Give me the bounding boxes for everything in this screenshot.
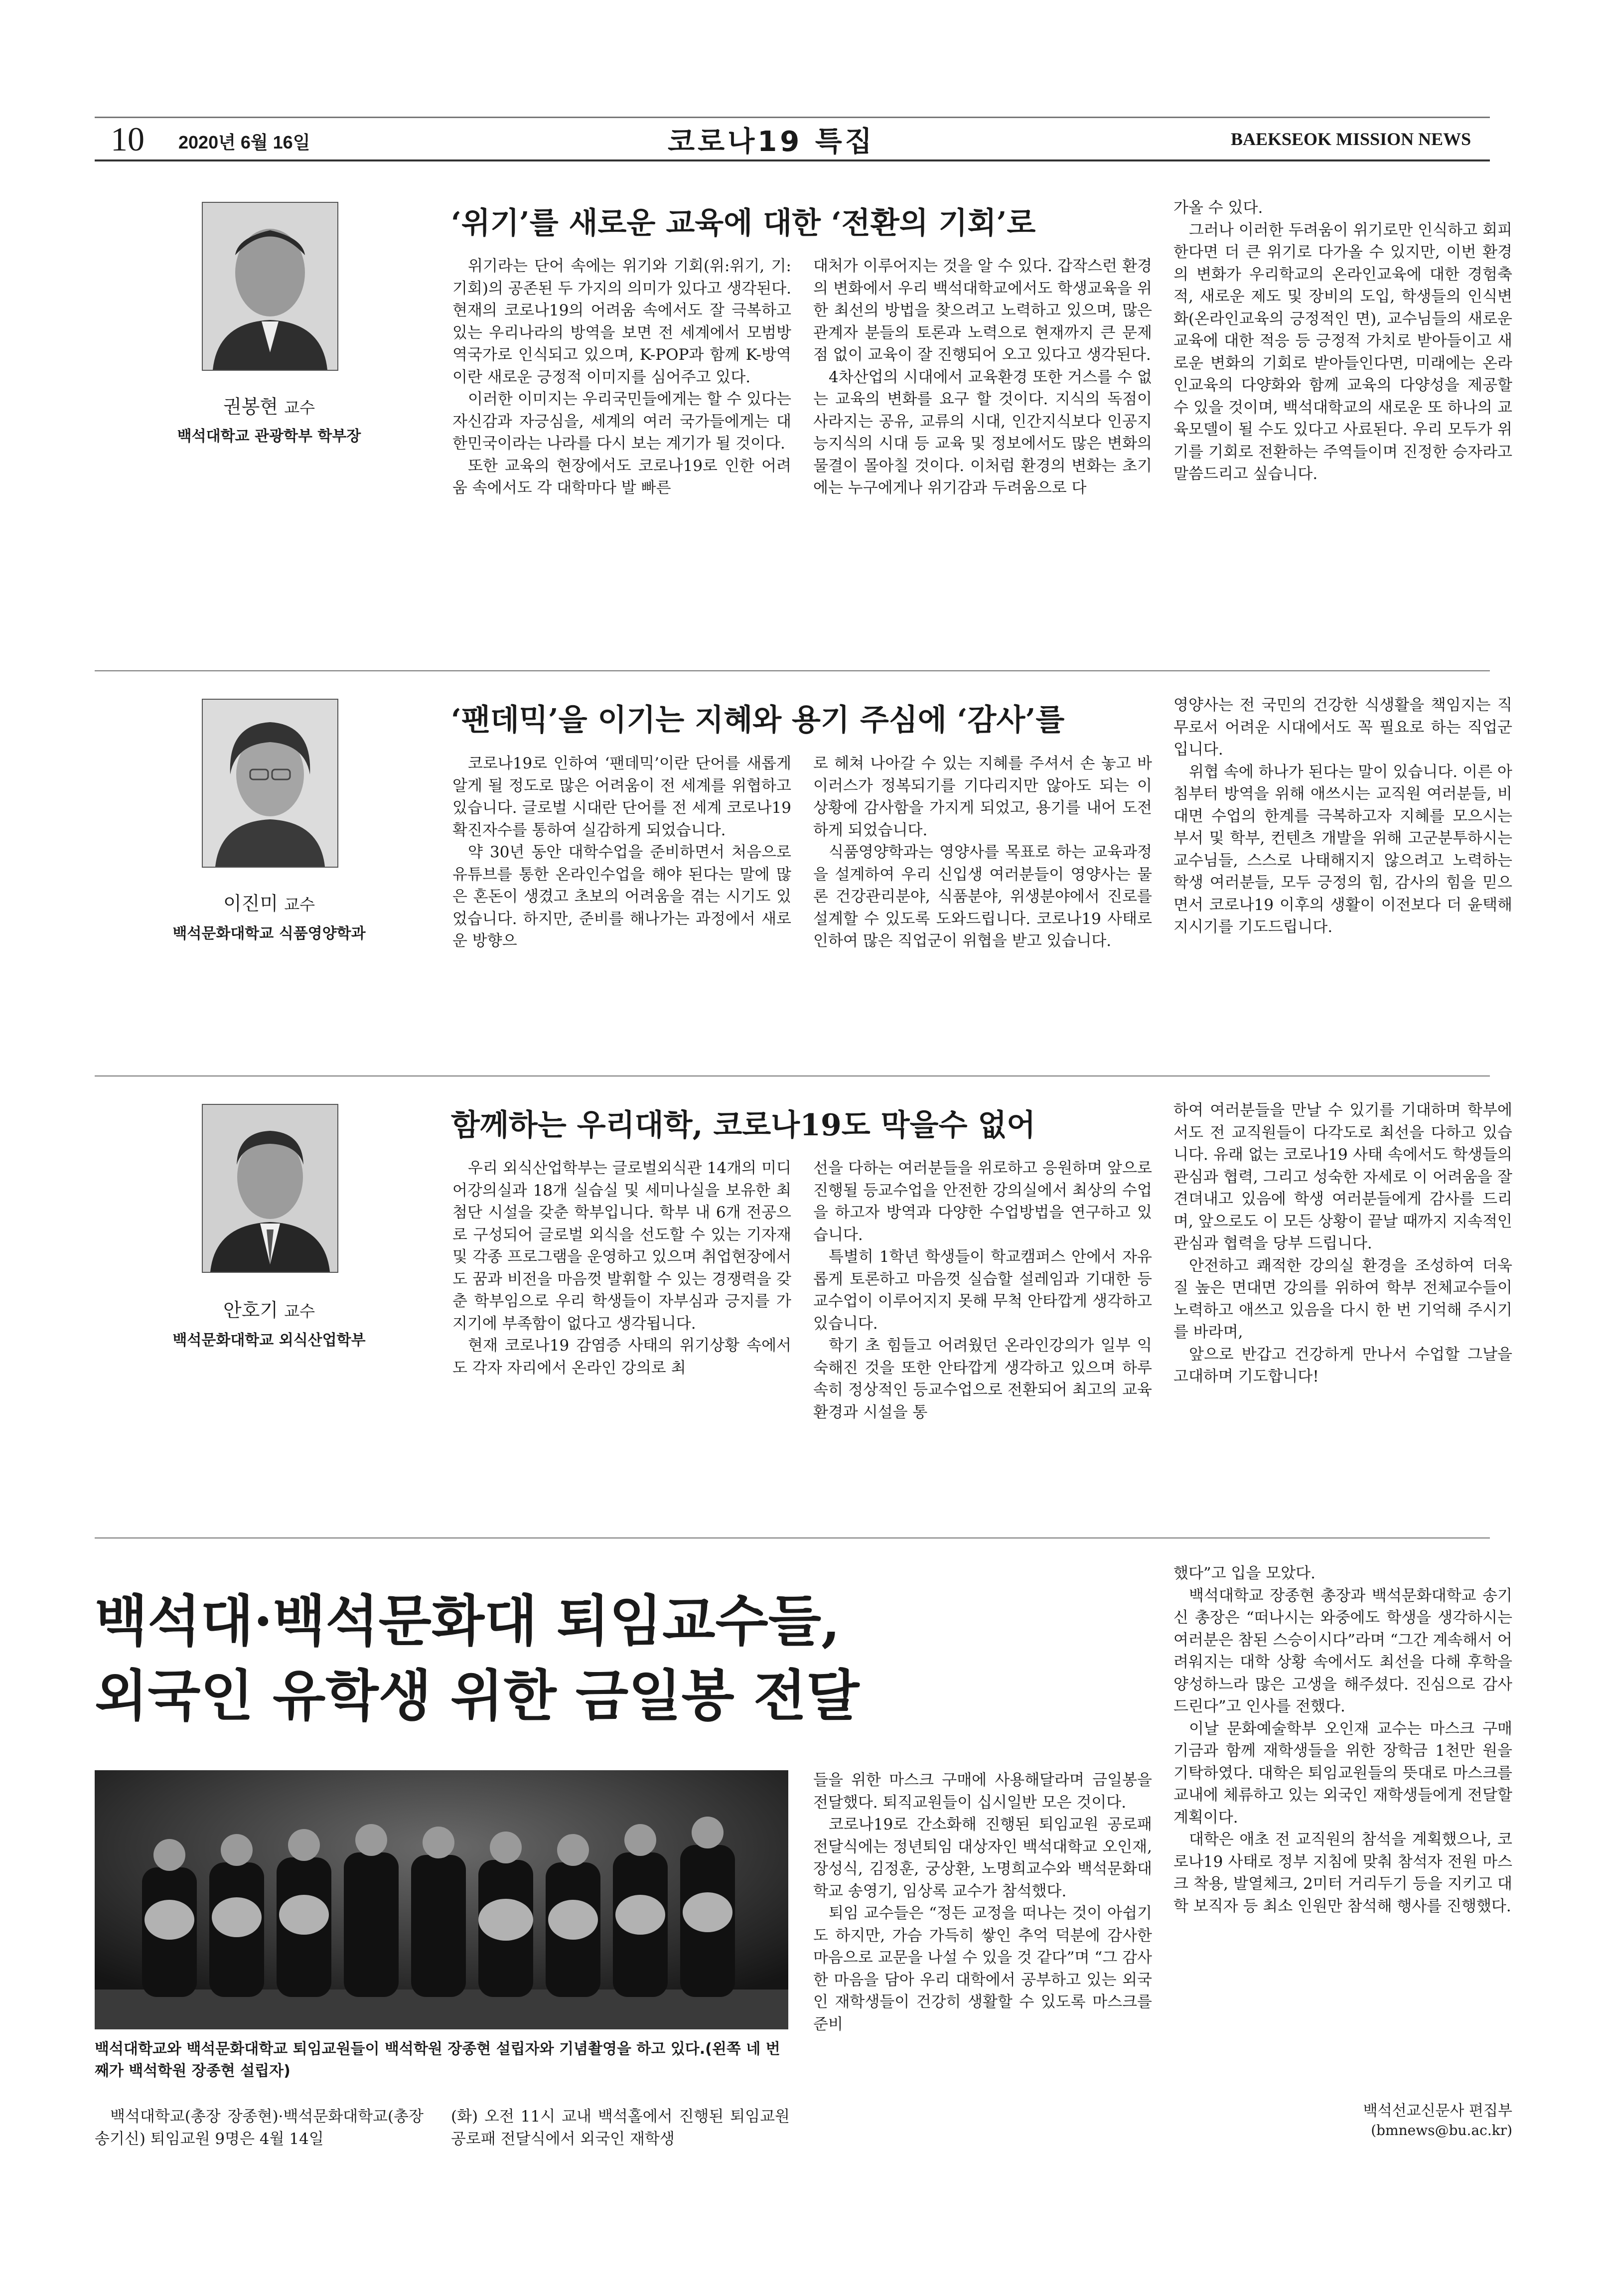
- author-affiliation: 백석대학교 관광학부 학부장: [177, 428, 361, 445]
- author-photo: [202, 1104, 338, 1273]
- paragraph: 특별히 1학년 학생들이 학교캠퍼스 안에서 자유롭게 토론하고 마음껏 실습할 설레임과 기대한 등교수업이 이루어지지 못해 무척 안타깝게 생각하고 있습니다.: [813, 1248, 1152, 1333]
- article-headline: 함께하는 우리대학, 코로나19도 막을수 없어: [451, 1108, 1036, 1143]
- paragraph: 4차산업의 시대에서 교육환경 또한 거스를 수 없는 교육의 변화를 요구 할 것이다. 지식의 독점이 사라지는 공유, 교류의 시대, 인간지식보다 인공지능지식의 시대 등 교육 및 정보에서도 많은 변화의 물결이 몰아칠 것이다. 이처럼 환경의 변화는 초기에는 누구에게나 위기감과 두려움으로 다: [813, 368, 1152, 497]
- paragraph: 백석대학교(총장 장종현)·백석문화대학교(총장 송기신) 퇴임교원 9명은 4월 14일: [95, 2108, 424, 2148]
- paragraph: 선을 다하는 여러분들을 위로하고 응원하며 앞으로 진행될 등교수업을 안전한 강의실에서 최상의 수업을 하고자 방역과 다양한 수업방법을 연구하고 있습니다.: [813, 1159, 1152, 1244]
- paragraph: 이러한 이미지는 우리국민들에게는 할 수 있다는 자신감과 자긍심을, 세계의 여러 국가들에게는 대한민국이라는 나라를 다시 보는 계기가 될 것이다.: [452, 390, 791, 453]
- article-column: [452, 255, 791, 499]
- header-top-rule: [95, 117, 1490, 118]
- paragraph: 했다”고 입을 모았다.: [1173, 1564, 1315, 1582]
- article-column: [813, 255, 1152, 499]
- feature-headline-line1: 백석대·백석문화대 퇴임교수들,: [95, 1589, 841, 1653]
- paragraph: 이날 문화예술학부 오인재 교수는 마스크 구매 기금과 함께 재학생들을 위한 장학금 1천만 원을 기탁하였다. 대학은 퇴임교원들의 뜻대로 마스크를 교내에 체류하고 있는 외국인 재학생들에게 전달할 계획이다.: [1173, 1719, 1512, 1827]
- paragraph: 코로나19로 인하여 ‘팬데믹’이란 단어를 새롭게 알게 될 정도로 많은 어려움이 전 세계를 위협하고 있습니다. 글로벌 시대란 단어를 전 세계 코로나19 확진자수를 통하여 실감하게 되었습니다.: [452, 755, 791, 839]
- paragraph: 영양사는 전 국민의 건강한 식생활을 책임지는 직무로서 어려운 시대에서도 꼭 필요로 하는 직업군입니다.: [1173, 696, 1512, 759]
- author-photo: [202, 699, 338, 868]
- paragraph: 우리 외식산업학부는 글로벌외식관 14개의 미디어강의실과 18개 실습실 및 세미나실을 보유한 최첨단 시설을 갖춘 학부입니다. 학부 내 6개 전공으로 구성되어 글로벌 외식을 선도할 수 있는 기자재 및 각종 프로그램을 운영하고 있으며 취업현장에서도 꿈과 비전을 마음껏 발휘할 수 있는 경쟁력을 갖춘 학부임으로 우리 학생들이 자부심과 긍지를 가지기에 부족함이 없다고 생각됩니다.: [452, 1159, 791, 1333]
- article-column: [1173, 197, 1512, 485]
- paragraph: 약 30년 동안 대학수업을 준비하면서 처음으로 유튜브를 통한 온라인수업을 해야 된다는 말에 많은 혼돈이 생겼고 초보의 어려움을 겪는 시기도 있었습니다. 하지만, 준비를 해나가는 과정에서 새로운 방향으: [452, 843, 791, 950]
- article-column: [1173, 1099, 1512, 1388]
- paragraph: 로 헤쳐 나아갈 수 있는 지혜를 주셔서 손 놓고 바이러스가 정복되기를 기다리지만 않아도 되는 이 상황에 감사함을 가지게 되었고, 용기를 내어 도전하게 되었습니다.: [813, 755, 1152, 839]
- author-name: [120, 888, 419, 916]
- feature-column: [95, 2106, 424, 2150]
- author-name-text: 이진미: [223, 893, 279, 915]
- article-headline: ‘위기’를 새로운 교육에 대한 ‘전환의 기회’로: [451, 206, 1036, 241]
- paragraph: 대처가 이루어지는 것을 알 수 있다. 갑작스런 환경의 변화에서 우리 백석대학교에서도 학생교육을 위한 최선의 방법을 찾으려고 노력하고 있으며, 많은 관계자 분들의 토론과 노력으로 현재까지 큰 문제점 없이 교육이 잘 진행되어 오고 있다고 생각된다.: [813, 257, 1152, 364]
- paragraph: (화) 오전 11시 교내 백석홀에서 진행된 퇴임교원 공로패 전달식에서 외국인 재학생: [451, 2108, 790, 2148]
- header-bottom-rule: [95, 159, 1490, 161]
- author-rank: 교수: [284, 398, 315, 417]
- paragraph: 식품영양학과는 영양사를 목표로 하는 교육과정을 설계하여 우리 신입생 여러분들이 영양사는 물론 건강관리분야, 식품분야, 위생분야에서 진로를 설계할 수 있도록 도와드립니다. 코로나19 사태로 인하여 많은 직업군이 위협을 받고 있습니다.: [813, 843, 1152, 950]
- paragraph: 가올 수 있다.: [1173, 199, 1263, 217]
- feature-headline-line2: 외국인 유학생 위한 금일봉 전달: [95, 1664, 860, 1728]
- author-rank: 교수: [284, 1302, 315, 1321]
- paragraph: 안전하고 쾌적한 강의실 환경을 조성하여 더욱 질 높은 면대면 강의를 위하여 학부 전체교수들이 노력하고 애쓰고 있음을 다시 한 번 기억해 주시기를 바라며,: [1173, 1256, 1512, 1341]
- paragraph: 그러나 이러한 두려움이 위기로만 인식하고 회피 한다면 더 큰 위기로 다가올 수 있지만, 이번 환경의 변화가 우리학교의 온라인교육에 대한 경험축적, 새로운 제도 및 장비의 도입, 학생들의 인식변화(온라인교육의 긍정적인 면), 교수님들의 새로운 교육에 대한 적응 등 긍정적 가치로 받아들이고 새로운 변화의 기회로 받아들인다면, 미래에는 온라인교육의 다양화와 함께 교육의 다양성을 제공할 수 있을 것이며, 백석대학교의 새로운 또 하나의 교육모델이 될 수도 있다고 사료된다. 우리 모두가 위기를 기회로 전환하는 주역들이며 진정한 승자라고 말씀드리고 싶습니다.: [1173, 221, 1512, 483]
- paragraph: 현재 코로나19 감염증 사태의 위기상황 속에서도 각자 자리에서 온라인 강의로 최: [452, 1337, 791, 1377]
- author-rank: 교수: [284, 895, 315, 914]
- photo-caption: 백석대학교와 백석문화대학교 퇴임교원들이 백석학원 장종현 설립자와 기념촬영을 하고 있다.(왼쪽 네 번째가 백석학원 장종현 설립자): [95, 2040, 780, 2080]
- author-affiliation: 백석문화대학교 식품영양학과: [172, 925, 366, 942]
- divider: [95, 1075, 1490, 1076]
- newspaper-name: BAEKSEOK MISSION NEWS: [1231, 129, 1471, 149]
- page-number: 10: [111, 120, 145, 158]
- feature-column: [813, 1769, 1152, 2035]
- author-name-text: 권봉현: [223, 396, 279, 418]
- article-column: [813, 1157, 1152, 1423]
- paragraph: 대학은 애초 전 교직원의 참석을 계획했으나, 코로나19 사태로 정부 지침에 맞춰 참석자 전원 마스크 착용, 발열체크, 2미터 거리두기 등을 지키고 대학 보직자 등 최소 인원만 참석해 행사를 진행했다.: [1173, 1831, 1512, 1915]
- divider: [95, 670, 1490, 671]
- byline: 백석선교신문사 편집부: [1363, 2102, 1512, 2120]
- paragraph: 백석대학교 장종현 총장과 백석문화대학교 송기신 총장은 “떠나시는 와중에도 학생을 생각하시는 여러분은 참된 스승이시다”라며 “그간 계속해서 어려워지는 대학 상황 속에서도 최선을 다해 후학을 양성하느라 많은 고생을 해주셨다. 진심으로 감사드린다”고 인사를 전했다.: [1173, 1586, 1512, 1715]
- article-column: [452, 1157, 791, 1379]
- article-column: [452, 753, 791, 952]
- author-name: [120, 1295, 419, 1322]
- paragraph: 들을 위한 마스크 구매에 사용해달라며 금일봉을 전달했다. 퇴직교원들이 십시일반 모은 것이다.: [813, 1771, 1152, 1812]
- paragraph: 앞으로 반갑고 건강하게 만나서 수업할 그날을 고대하며 기도합니다!: [1173, 1345, 1512, 1385]
- paragraph: 하여 여러분들을 만날 수 있기를 기대하며 학부에서도 전 교직원들이 다각도로 최선을 다하고 있습니다. 유래 없는 코로나19 사태 속에서도 학생들의 관심과 협력, 그리고 성숙한 자세로 이 어려움을 잘 견뎌내고 있음에 학생 여러분들에게 감사를 드리며, 앞으로도 이 모든 상황이 끝날 때까지 지속적인 관심과 협력을 당부 드립니다.: [1173, 1101, 1512, 1252]
- author-affiliation: 백석문화대학교 외식산업학부: [172, 1332, 366, 1349]
- feature-column: [1173, 1562, 1512, 1917]
- byline-email: (bmnews@bu.ac.kr): [1371, 2122, 1512, 2139]
- article-column: [813, 753, 1152, 952]
- paragraph: 코로나19로 간소화해 진행된 퇴임교원 공로패 전달식에는 정년퇴임 대상자인 백석대학교 오인재, 장성식, 김정훈, 궁상환, 노명희교수와 백석문화대학교 송영기, 임상록 교수가 참석했다.: [813, 1816, 1152, 1900]
- article-column: [1173, 694, 1512, 938]
- paragraph: 또한 교육의 현장에서도 코로나19로 인한 어려움 속에서도 각 대학마다 발 빠른: [452, 457, 791, 497]
- article-headline: ‘팬데믹’을 이기는 지혜와 용기 주심에 ‘감사’를: [451, 703, 1065, 738]
- author-photo: [202, 202, 338, 371]
- feature-column: [451, 2106, 790, 2150]
- author-name: [120, 391, 419, 419]
- paragraph: 퇴임 교수들은 “정든 교정을 떠나는 것이 아쉽기도 하지만, 가슴 가득히 쌓인 추억 덕분에 감사한 마음으로 교문을 나설 수 있을 것 같다”며 “그 감사한 마음을 담아 우리 대학에서 공부하고 있는 외국인 재학생들이 건강히 생활할 수 있도록 마스크를 준비: [813, 1904, 1152, 2033]
- section-title: 코로나19 특집: [668, 126, 875, 158]
- divider: [95, 1537, 1490, 1538]
- author-name-text: 안호기: [223, 1299, 279, 1321]
- group-photo: [95, 1770, 788, 2029]
- paragraph: 위협 속에 하나가 된다는 말이 있습니다. 이른 아침부터 방역을 위해 애쓰시는 교직원 여러분들, 비대면 수업의 한계를 극복하고자 지혜를 모으시는 부서 및 학부, 컨텐츠 개발을 위해 고군분투하시는 교수님들, 스스로 나태해지지 않으려고 노력하는 학생 여러분들, 모두 긍정의 힘, 감사의 힘을 믿으면서 코로나19 이후의 생활이 이전보다 더 윤택해 지시기를 기도드립니다.: [1173, 763, 1512, 936]
- issue-date: 2020년 6월 16일: [178, 132, 310, 153]
- paragraph: 학기 초 힘들고 어려웠던 온라인강의가 일부 익숙해진 것을 또한 안타깝게 생각하고 있으며 하루속히 정상적인 등교수업으로 전환되어 최고의 교육환경과 시설을 통: [813, 1337, 1152, 1421]
- paragraph: 위기라는 단어 속에는 위기와 기회(위:위기, 기:기회)의 공존된 두 가지의 의미가 있다고 생각된다. 현재의 코로나19의 어려움 속에서도 잘 극복하고 있는 우리나라의 방역을 보면 전 세계에서 모범방역국가로 인식되고 있으며, K-POP과 함께 K-방역이란 새로운 긍정적 이미지를 심어주고 있다.: [452, 257, 791, 386]
